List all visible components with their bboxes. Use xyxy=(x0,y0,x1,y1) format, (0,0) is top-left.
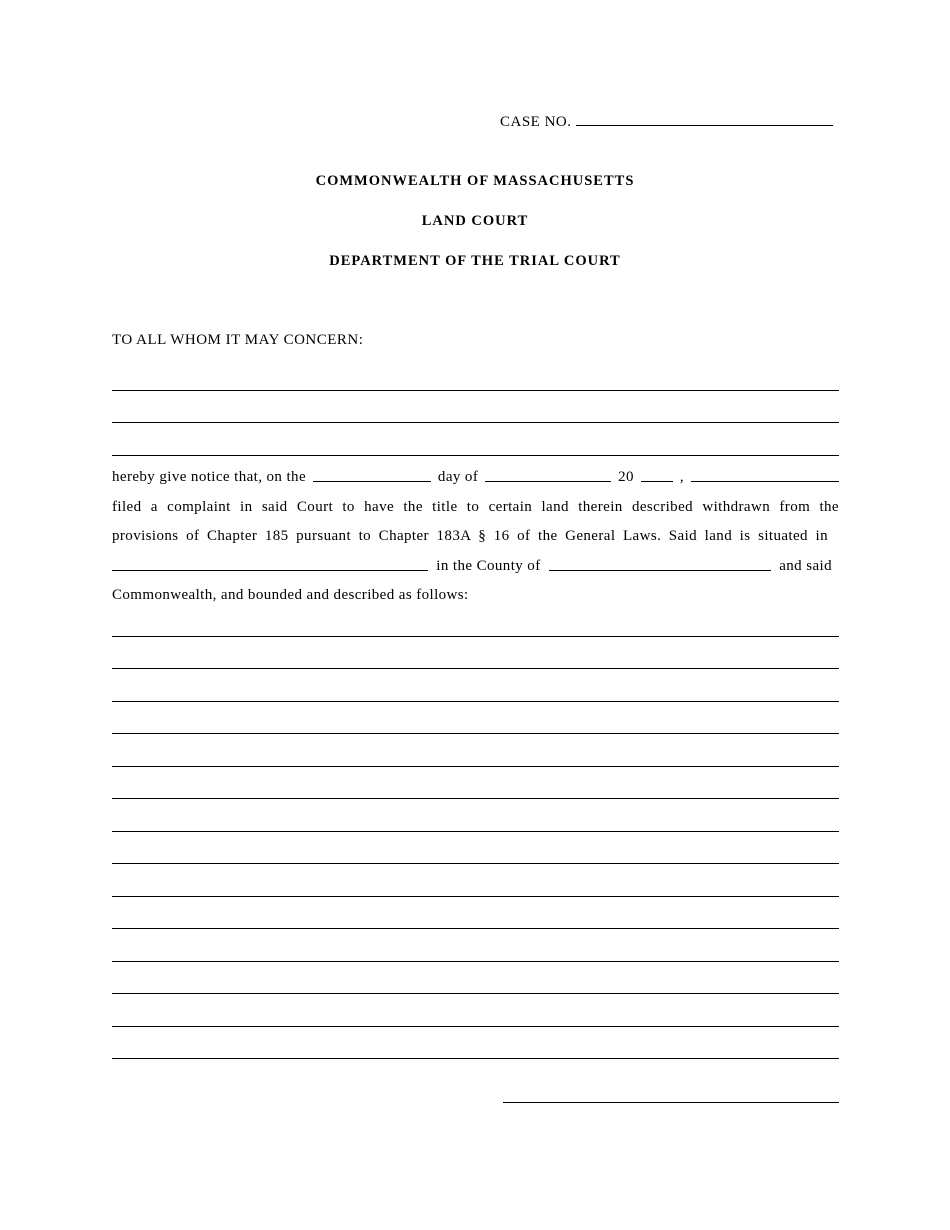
town-field[interactable] xyxy=(112,558,428,571)
case-number xyxy=(500,113,840,131)
notice-line-1 xyxy=(112,469,839,486)
notice-line-4 xyxy=(112,558,839,575)
description-line-5[interactable] xyxy=(112,766,839,767)
description-line-6[interactable] xyxy=(112,798,839,799)
heading-commonwealth: COMMONWEALTH OF MASSACHUSETTS xyxy=(315,173,635,189)
case-number-field[interactable] xyxy=(576,113,833,126)
notice-text-2: day of xyxy=(437,469,479,485)
description-line-4[interactable] xyxy=(112,733,839,734)
description-line-9[interactable] xyxy=(112,896,839,897)
description-line-13[interactable] xyxy=(112,1026,839,1027)
salutation: TO ALL WHOM IT MAY CONCERN: xyxy=(112,332,364,348)
description-line-2[interactable] xyxy=(112,668,839,669)
county-field[interactable] xyxy=(549,558,771,571)
description-line-11[interactable] xyxy=(112,961,839,962)
notice-text-line-3: provisions of Chapter 185 pursuant to Chapter 183A § 16 of the General Laws. Said land is situated in xyxy=(112,528,828,544)
notice-line-3 xyxy=(112,528,839,545)
notice-text-4: , xyxy=(679,469,685,485)
signature-line[interactable] xyxy=(503,1102,839,1103)
notice-line-5: Commonwealth, and bounded and described as follows: xyxy=(112,587,469,603)
notice-text-3: 20 xyxy=(618,469,634,485)
description-line-1[interactable] xyxy=(112,636,839,637)
case-number-label: CASE NO. xyxy=(500,114,572,130)
notice-text-6: and said xyxy=(779,558,832,574)
heading-department: DEPARTMENT OF THE TRIAL COURT xyxy=(329,253,621,269)
description-line-14[interactable] xyxy=(112,1058,839,1059)
petitioner-line-1[interactable] xyxy=(112,390,839,391)
description-line-10[interactable] xyxy=(112,928,839,929)
description-line-8[interactable] xyxy=(112,863,839,864)
description-line-3[interactable] xyxy=(112,701,839,702)
year-field[interactable] xyxy=(641,469,673,482)
description-line-12[interactable] xyxy=(112,993,839,994)
heading-land-court: LAND COURT xyxy=(421,213,529,229)
month-field[interactable] xyxy=(485,469,611,482)
petitioner-name-field[interactable] xyxy=(691,469,839,482)
day-field[interactable] xyxy=(313,469,431,482)
notice-line-2 xyxy=(112,499,839,516)
description-line-7[interactable] xyxy=(112,831,839,832)
notice-text-line-2: filed a complaint in said Court to have the title to certain land therein described withdrawn from the xyxy=(112,499,839,515)
petitioner-line-3[interactable] xyxy=(112,455,839,456)
notice-text-1: hereby give notice that, on the xyxy=(112,469,307,485)
petitioner-line-2[interactable] xyxy=(112,422,839,423)
notice-text-5: in the County of xyxy=(436,558,541,574)
